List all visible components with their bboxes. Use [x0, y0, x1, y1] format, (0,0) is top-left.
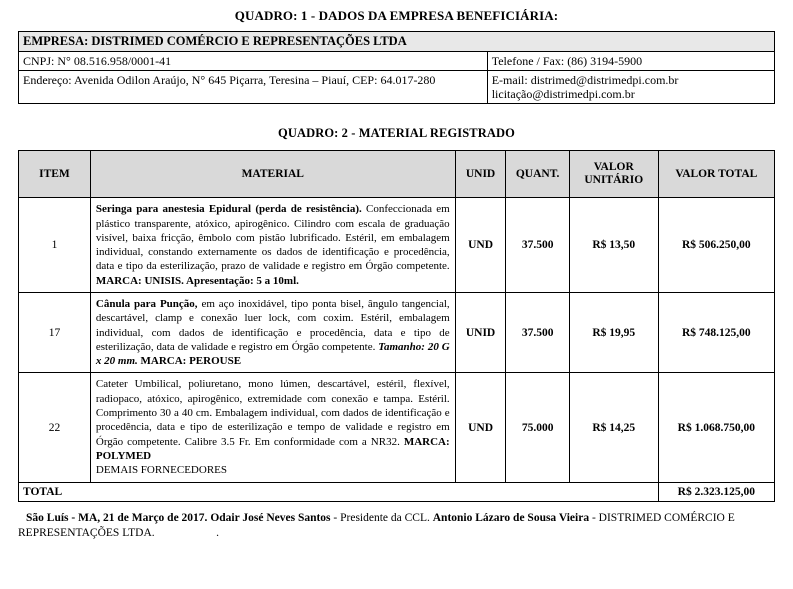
desc-tamanho: Tamanho: 20 G x 20 mm. — [95, 340, 450, 368]
table-header-row — [19, 151, 775, 198]
desc-extra: DEMAIS FORNECEDORES — [95, 464, 227, 477]
desc-bold-lead: Cânula para Punção, — [95, 298, 198, 310]
row-item-number: 22 — [19, 373, 91, 482]
footer-local-data: São Luís - MA, 21 de Março de 2017. — [26, 511, 208, 524]
row-quant: 75.000 — [506, 373, 569, 482]
total-label: TOTAL — [19, 482, 659, 501]
desc-marca: MARCA: POLYMED — [95, 435, 450, 462]
desc-body: em aço inoxidável, tipo ponta bisel, ângulo tangencial, descartável, clamp e conexão luer lock, com coxim. Estéril, embalagem individual, com dados de identificação e procedência, data e tipo de esterilização, data de validade e registro em Órgão competente. — [95, 298, 450, 353]
col-header-valor-unitario-line1: VALOR — [593, 161, 634, 173]
table-row — [19, 51, 775, 70]
material-table — [18, 150, 775, 501]
col-header-valor-total: VALOR TOTAL — [658, 151, 774, 198]
col-header-valor-unitario — [569, 151, 658, 198]
row-material-description — [90, 293, 455, 373]
row-valor-unitario: R$ 13,50 — [569, 198, 658, 293]
row-item-number: 17 — [19, 293, 91, 373]
empresa-telefone: Telefone / Fax: (86) 3194-5900 — [487, 51, 774, 70]
row-unid: UND — [455, 198, 506, 293]
table-total-row — [19, 482, 775, 501]
desc-marca: MARCA: PEROUSE — [137, 355, 242, 368]
footer-nome-presidente: Odair José Neves Santos — [210, 511, 331, 524]
col-header-item: ITEM — [19, 151, 91, 198]
table-row — [19, 198, 775, 293]
col-header-material: MATERIAL — [90, 151, 455, 198]
table-row — [19, 70, 775, 103]
empresa-nome: EMPRESA: DISTRIMED COMÉRCIO E REPRESENTAÇÕES LTDA — [19, 32, 775, 52]
row-quant: 37.500 — [506, 198, 569, 293]
total-value: R$ 2.323.125,00 — [658, 482, 774, 501]
row-material-description — [90, 198, 455, 293]
footer-dot: . — [216, 527, 219, 540]
footer-cargo-presidente: - Presidente da CCL. — [330, 511, 430, 524]
desc-marca: MARCA: UNISIS. Apresentação: 5 a 10ml. — [95, 274, 299, 287]
row-valor-unitario: R$ 19,95 — [569, 293, 658, 373]
col-header-unid: UNID — [455, 151, 506, 198]
col-header-quant: QUANT. — [506, 151, 569, 198]
desc-body: Confeccionada em plástico transparente, atóxico, apirogênico. Cilindro com escala de graduação visível, baixa fricção, êmbolo com pistão lubrificado. Estéril, em embalagem individual, constando externamente os dados de identificação e procedência, data e tipo da esterilização, prazo de validade e registro em Órgão competente. — [95, 203, 450, 273]
desc-bold-lead: Seringa para anestesia Epidural (perda de resistência). — [95, 203, 362, 216]
row-unid: UND — [455, 373, 506, 482]
page-title-quadro2: QUADRO: 2 - MATERIAL REGISTRADO — [278, 126, 515, 141]
row-quant: 37.500 — [506, 293, 569, 373]
table-row — [19, 32, 775, 52]
empresa-email-line2: licitação@distrimedpi.com.br — [491, 87, 635, 102]
row-material-description — [90, 373, 455, 482]
col-header-valor-unitario-line2: UNITÁRIO — [584, 174, 644, 187]
row-item-number: 1 — [19, 198, 91, 293]
footer-cargo-empresa-rep: - DISTRIMED COMÉRCIO E REPRESENTAÇÕES LTDA. — [18, 511, 735, 540]
row-unid: UNID — [455, 293, 506, 373]
row-valor-total: R$ 748.125,00 — [658, 293, 774, 373]
table-row — [19, 373, 775, 482]
empresa-table — [18, 31, 775, 104]
page-title-quadro1: QUADRO: 1 - DADOS DA EMPRESA BENEFICIÁRIA: — [234, 8, 559, 23]
row-valor-unitario: R$ 14,25 — [569, 373, 658, 482]
empresa-cnpj: CNPJ: N° 08.516.958/0001-41 — [19, 51, 488, 70]
empresa-endereco: Endereço: Avenida Odilon Araújo, N° 645 Piçarra, Teresina – Piauí, CEP: 64.017-280 — [19, 70, 488, 103]
row-valor-total: R$ 506.250,00 — [658, 198, 774, 293]
table-row — [19, 293, 775, 373]
desc-body: Cateter Umbilical, poliuretano, mono lúmen, descartável, estéril, flexível, radiopaco, atóxico, apirogênico, extremidade com conexão e tampa. Estéril. Comprimento 30 a 40 cm. Embalagem individual, com dados de identificação e procedência, data e tipo de esterilização e tempo de validade e registro em Órgão competente. Calibre 3.5 Fr. Em conformidade com a NR32. — [95, 378, 450, 448]
row-valor-total: R$ 1.068.750,00 — [658, 373, 774, 482]
empresa-email — [487, 70, 774, 103]
footer-nome-empresa-rep: Antonio Lázaro de Sousa Vieira — [432, 511, 590, 524]
empresa-email-line1: E-mail: distrimed@distrimedpi.com.br — [491, 72, 679, 87]
document-footer — [18, 502, 775, 542]
